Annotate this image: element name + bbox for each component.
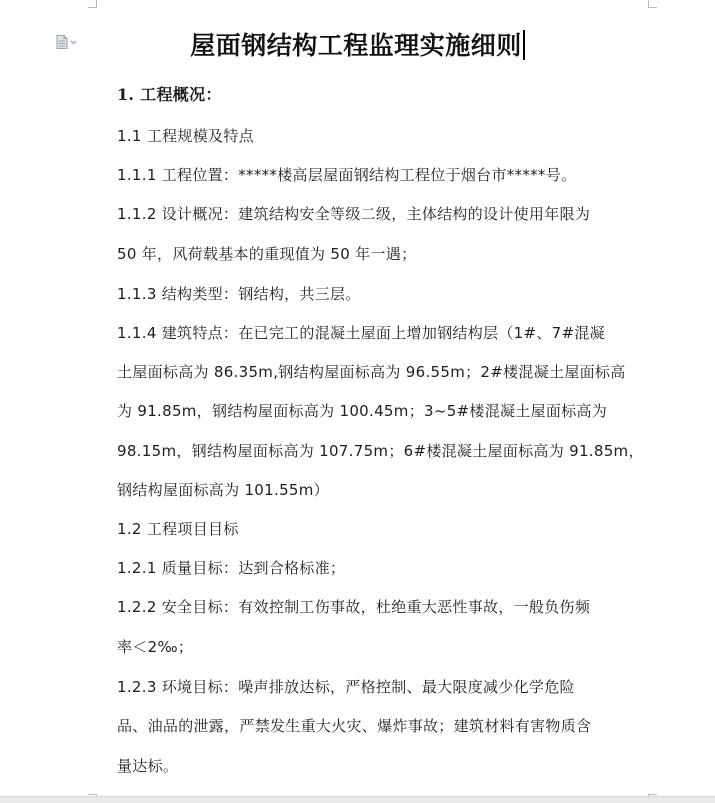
section-heading: 1. 工程概况： (117, 85, 222, 104)
paragraph-line: 率＜2‰； (117, 638, 194, 656)
paragraph-line: 为 91.85m，钢结构屋面标高为 100.45m；3~5#楼混凝土屋面标高为 (117, 402, 608, 420)
crop-mark (88, 7, 97, 8)
title-text: 屋面钢结构工程监理实施细则 (190, 31, 522, 60)
paragraph-line: 土屋面标高为 86.35m,钢结构屋面标高为 96.55m；2#楼混凝土屋面标高 (117, 363, 626, 381)
paragraph-line: 50 年，风荷载基本的重现值为 50 年一遇； (117, 245, 417, 263)
paragraph-line: 1.1.2 设计概况：建筑结构安全等级二级，主体结构的设计使用年限为 (117, 205, 591, 223)
crop-mark (648, 794, 657, 795)
paragraph-line: 98.15m，钢结构屋面标高为 107.75m；6#楼混凝土屋面标高为 91.85m， (117, 442, 644, 460)
paragraph-line: 1.2.3 环境目标：噪声排放达标，严格控制、最大限度减少化学危险 (117, 678, 575, 696)
paragraph-line: 1.1.3 结构类型：钢结构，共三层。 (117, 285, 361, 303)
paragraph-line: 钢结构屋面标高为 101.55m） (117, 481, 329, 499)
paragraph-line: 1.1.1 工程位置：*****楼高层屋面钢结构工程位于烟台市*****号。 (117, 166, 577, 184)
subsection-heading: 1.1 工程规模及特点 (117, 127, 254, 145)
crop-mark (648, 7, 657, 8)
text-cursor (523, 30, 525, 60)
paragraph-line: 1.2.2 安全目标：有效控制工伤事故，杜绝重大恶性事故，一般负伤频 (117, 598, 591, 616)
crop-mark (88, 794, 97, 795)
page-bottom-edge (0, 796, 715, 803)
subsection-heading: 1.2 工程项目目标 (117, 520, 239, 538)
paragraph-line: 1.2.1 质量目标：达到合格标准； (117, 559, 346, 577)
paragraph-line: 1.1.4 建筑特点：在已完工的混凝土屋面上增加钢结构层（1#、7#混凝 (117, 324, 605, 342)
document-title[interactable] (0, 26, 715, 66)
paragraph-line: 量达标。 (117, 757, 179, 775)
paragraph-line: 品、油品的泄露，严禁发生重大火灾、爆炸事故；建筑材料有害物质含 (117, 717, 592, 735)
